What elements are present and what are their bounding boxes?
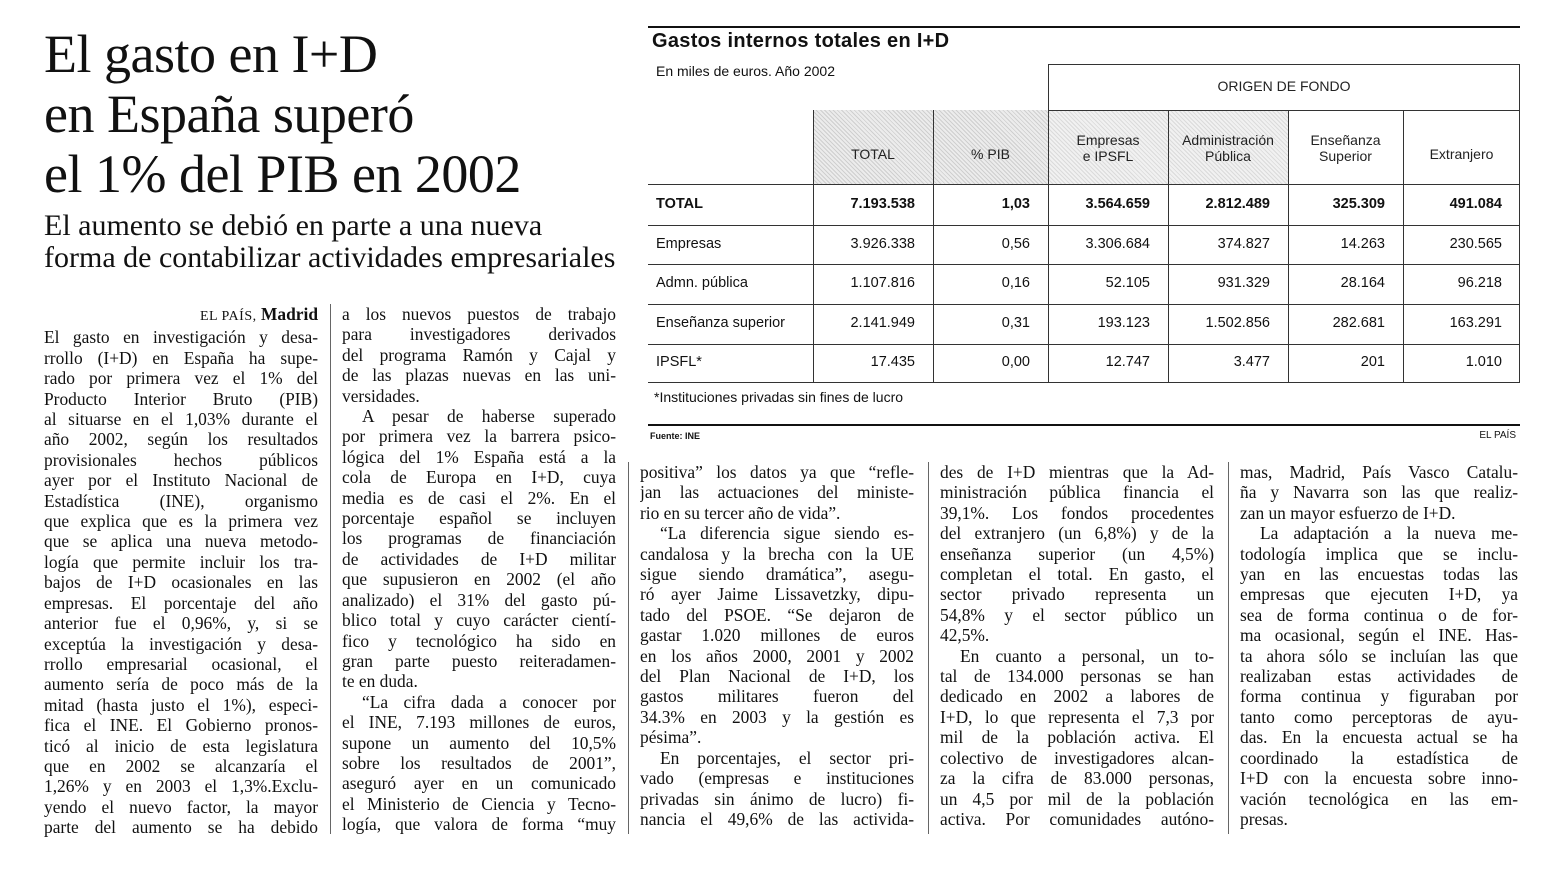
- table-cell: 1.502.856: [1205, 315, 1270, 331]
- subheadline: [44, 210, 634, 274]
- article-line: I+D, lo que representa el 7,3 por: [940, 706, 1214, 727]
- article-line: 42,5%.: [940, 625, 990, 646]
- row-label: Admn. pública: [656, 275, 748, 291]
- article-line: te en duda.: [342, 671, 418, 692]
- table-vertical-rule: [1048, 64, 1049, 382]
- article-line: que supusieron en 2002 (el año: [342, 569, 616, 590]
- article-line: En porcentajes, el sector pri-: [660, 747, 914, 768]
- article-line: rrollo empresarial ocasional, el: [44, 653, 318, 674]
- article-line: La adaptación a la nueva me-: [1260, 523, 1518, 544]
- article-column-5: [1240, 462, 1518, 829]
- article-line: ticó al inicio de esta legislatura: [44, 735, 318, 756]
- article-line: anterior fue el 0,96%, y, si se: [44, 613, 318, 634]
- table-cell: 3.477: [1233, 354, 1270, 370]
- row-label: Empresas: [656, 235, 722, 252]
- table-cell: 3.926.338: [850, 235, 915, 252]
- table-footnote: *Instituciones privadas sin fines de lucro: [654, 389, 904, 405]
- article-line: yan en las encuestas todas las: [1240, 564, 1518, 585]
- article-line: provisionales hechos públicos: [44, 449, 318, 470]
- article-line: 34.3% en 2003 y la gestión es: [640, 706, 914, 727]
- table-horizontal-rule: [1048, 64, 1520, 65]
- column-divider: [628, 462, 629, 834]
- article-line: blico total y cuyo carácter cientí-: [342, 610, 616, 631]
- article-line: el Ministerio de Ciencia y Tecno-: [342, 793, 616, 814]
- article-line: coordinado la estadística de: [1240, 747, 1518, 768]
- column-header: [1403, 146, 1520, 162]
- source-credit: Fuente: INE: [650, 431, 701, 441]
- table-cell: 282.681: [1332, 315, 1385, 331]
- table-horizontal-rule: [648, 225, 1520, 226]
- table-cell: 201: [1360, 354, 1385, 370]
- table-cell: 1.010: [1465, 354, 1502, 370]
- table-cell: 96.218: [1457, 275, 1502, 291]
- table-cell: 2.812.489: [1205, 195, 1270, 212]
- article-line: enseñanza superior (un 4,5%): [940, 543, 1214, 564]
- table-cell: 14.263: [1340, 235, 1385, 252]
- article-line: a los nuevos puestos de trabajo: [342, 304, 616, 324]
- article-line: que explica que es la primera vez: [44, 511, 318, 532]
- article-line: del programa Ramón y Cajal y: [342, 344, 616, 365]
- table-vertical-rule: [1519, 64, 1520, 382]
- article-line: sigue siendo dramática”, asegu-: [640, 564, 914, 585]
- article-line: tanto como perceptoras de ayu-: [1240, 706, 1518, 727]
- row-label: IPSFL*: [656, 354, 702, 370]
- article-line: za la cifra de 83.000 personas,: [940, 768, 1214, 789]
- article-line: mitad (hasta justo el 1%), especi-: [44, 694, 318, 715]
- article-line: de las plazas nuevas en las uni-: [342, 365, 616, 386]
- headline-line: el 1% del PIB en 2002: [44, 144, 521, 204]
- article-line: al situarse en el 1,03% durante el: [44, 409, 318, 430]
- table-cell: 52.105: [1105, 275, 1150, 291]
- article-line: un 4,5 por mil de la población: [940, 788, 1214, 809]
- article-line: des de I+D mientras que la Ad-: [940, 462, 1214, 482]
- article-line: sea de forma continua o de for-: [1240, 604, 1518, 625]
- headline-line: El gasto en I+D: [44, 24, 378, 84]
- article-line: para investigadores derivados: [342, 324, 616, 345]
- table-cell: 0,31: [1001, 315, 1030, 331]
- article-line: ta ahora sólo se incluían las que: [1240, 645, 1518, 666]
- table-cell: 12.747: [1105, 354, 1150, 370]
- publisher-credit: EL PAÍS: [1479, 430, 1516, 441]
- graphic-title: Gastos internos totales en I+D: [652, 30, 950, 52]
- column-header-line: Empresas: [1076, 132, 1140, 148]
- column-header: [813, 146, 933, 162]
- article-line: Producto Interior Bruto (PIB): [44, 388, 318, 409]
- article-line: gastos militares fueron del: [640, 686, 914, 707]
- article-line: del Plan Nacional de I+D, los: [640, 666, 914, 687]
- article-line: ma ocasional, según el INE. Has-: [1240, 625, 1518, 646]
- article-line: rado por primera vez el 1% del: [44, 368, 318, 389]
- headline-line: en España superó: [44, 84, 414, 144]
- column-header-line: % PIB: [971, 146, 1010, 162]
- table-cell: 28.164: [1340, 275, 1385, 291]
- article-line: zan un mayor esfuerzo de I+D.: [1240, 502, 1456, 523]
- article-line: 39,1%. Los fondos procedentes: [940, 502, 1214, 523]
- subheadline-line: El aumento se debió en parte a una nueva: [44, 209, 543, 242]
- article-line: ña y Navarra son las que realiz-: [1240, 482, 1518, 503]
- article-line: empresas que ejecuten I+D, ya: [1240, 584, 1518, 605]
- article-line: parte del aumento se ha debido: [44, 817, 318, 838]
- article-line: el INE, 7.193 millones de euros,: [342, 712, 616, 733]
- article-line: todología implica que se inclu-: [1240, 543, 1518, 564]
- article-line: mas, Madrid, País Vasco Catalu-: [1240, 462, 1518, 482]
- article-line: vación tecnológica en las em-: [1240, 788, 1518, 809]
- article-line: aseguró ayer en un comunicado: [342, 773, 616, 794]
- article-line: forma continua y figuraban por: [1240, 686, 1518, 707]
- table-cell: 0,16: [1001, 275, 1030, 291]
- table-cell: 1.107.816: [850, 275, 915, 291]
- article-line: año 2002, según los resultados: [44, 429, 318, 450]
- column-header: [1048, 132, 1168, 164]
- article-line: aumento sería de poco más de la: [44, 674, 318, 695]
- article-line: En cuanto a personal, un to-: [960, 645, 1214, 666]
- byline: [44, 304, 318, 327]
- article-line: Estadística (INE), organismo: [44, 490, 318, 511]
- article-line: sector privado representa un: [940, 584, 1214, 605]
- article-line: los programas de financiación: [342, 528, 616, 549]
- article-line: candalosa y la brecha con la UE: [640, 543, 914, 564]
- article-line: lógica del 1% España está a la: [342, 446, 616, 467]
- headline: [44, 24, 624, 204]
- article-line: yendo el nuevo factor, la mayor: [44, 796, 318, 817]
- article-line: gastar 1.020 millones de euros: [640, 625, 914, 646]
- article-line: nancia el 49,6% de las activida-: [640, 808, 914, 829]
- column-header-line: e IPSFL: [1082, 148, 1134, 164]
- article-line: rio en su tercer año de vida”.: [640, 502, 841, 523]
- article-line: rrollo (I+D) en España ha supe-: [44, 347, 318, 368]
- article-line: en los años 2000, 2001 y 2002: [640, 645, 914, 666]
- table-cell: 193.123: [1097, 315, 1150, 331]
- article-line: tal de 134.000 personas se han: [940, 666, 1214, 687]
- table-cell: 374.827: [1217, 235, 1270, 252]
- table-cell: 1,03: [1001, 195, 1030, 212]
- column-header-line: TOTAL: [851, 146, 895, 162]
- table-horizontal-rule: [648, 344, 1520, 345]
- table-cell: 3.306.684: [1085, 235, 1150, 252]
- article-line: presas.: [1240, 808, 1288, 829]
- article-line: porcentaje español se incluyen: [342, 508, 616, 529]
- article-line: dedicado en 2002 a labores de: [940, 686, 1214, 707]
- article-line: realizaban estas actividades de: [1240, 666, 1518, 687]
- byline-place: Madrid: [260, 304, 318, 324]
- table-cell: 0,00: [1001, 354, 1030, 370]
- column-header-line: Extranjero: [1429, 146, 1494, 162]
- article-line: A pesar de haberse superado: [362, 406, 616, 427]
- column-header-line: Enseñanza: [1310, 132, 1381, 148]
- article-column-2: [342, 304, 616, 835]
- article-line: supone un aumento del 10,5%: [342, 732, 616, 753]
- article-line: por primera vez la barrera psico-: [342, 426, 616, 447]
- article-line: completan el total. En gasto, el: [940, 564, 1214, 585]
- column-divider: [928, 462, 929, 834]
- group-header: ORIGEN DE FONDO: [1217, 78, 1351, 94]
- article-line: fico y tecnológico ha sido en: [342, 630, 616, 651]
- article-line: cola de Europa en I+D, cuya: [342, 467, 616, 488]
- article-line: das. En la encuesta actual se ha: [1240, 727, 1518, 748]
- article-line: 1,26% y en 2003 el 1,3%.Exclu-: [44, 776, 318, 797]
- table-horizontal-rule: [648, 382, 1520, 383]
- table-cell: 0,56: [1001, 235, 1030, 252]
- article-column-4: [940, 462, 1214, 829]
- column-header-line: Pública: [1205, 148, 1251, 164]
- column-divider: [1228, 462, 1229, 834]
- article-line: sobre los resultados de 2001”,: [342, 752, 616, 773]
- article-line: ró ayer Jaime Lissavetzky, dipu-: [640, 584, 914, 605]
- article-line: que en 2002 se alcanzaría el: [44, 755, 318, 776]
- graphic-bottom-rule: [648, 424, 1520, 426]
- byline-source: EL PAÍS,: [199, 309, 257, 324]
- article-line: I+D con la encuesta sobre inno-: [1240, 768, 1518, 789]
- article-line: empresas. El porcentaje del año: [44, 592, 318, 613]
- article-line: media es de casi el 2%. En el: [342, 487, 616, 508]
- column-divider: [330, 304, 331, 834]
- column-header: [1168, 132, 1288, 164]
- article-line: logía, que valora de forma “muy: [342, 814, 616, 835]
- table-horizontal-rule: [648, 264, 1520, 265]
- article-line: del extranjero (un 6,8%) y de la: [940, 523, 1214, 544]
- article-line: gran parte puesto reiteradamen-: [342, 650, 616, 671]
- article-line: fica el INE. El Gobierno pronos-: [44, 715, 318, 736]
- article-line: vado (empresas e instituciones: [640, 768, 914, 789]
- table-cell: 3.564.659: [1085, 195, 1150, 212]
- row-label: Enseñanza superior: [656, 315, 785, 331]
- table-cell: 931.329: [1217, 275, 1270, 291]
- article-line: colectivo de investigadores alcan-: [940, 747, 1214, 768]
- table-cell: 230.565: [1449, 235, 1502, 252]
- article-column-3: [640, 462, 914, 829]
- table-horizontal-rule: [648, 304, 1520, 305]
- article-line: que se aplica una nueva metodo-: [44, 531, 318, 552]
- column-header-line: Superior: [1319, 148, 1372, 164]
- article-line: bajos de I+D ocasionales en las: [44, 572, 318, 593]
- article-line: de actividades de I+D militar: [342, 548, 616, 569]
- rd-spending-table: [648, 14, 1520, 450]
- article-line: logía que permite incluir los tra-: [44, 551, 318, 572]
- table-cell: 325.309: [1332, 195, 1385, 212]
- article-line: activa. Por comunidades autóno-: [940, 808, 1214, 829]
- article-line: “La diferencia sigue siendo es-: [660, 523, 914, 544]
- column-header: [1288, 132, 1403, 164]
- article-line: exceptúa la investigación y desa-: [44, 633, 318, 654]
- table-cell: 491.084: [1449, 195, 1502, 212]
- article-line: El gasto en investigación y desa-: [44, 327, 318, 348]
- table-horizontal-rule: [648, 184, 1520, 185]
- article-line: analizado) el 31% del gasto pú-: [342, 589, 616, 610]
- data-table: [648, 14, 1520, 450]
- article-line: 54,8% y el sector público un: [940, 604, 1214, 625]
- table-cell: 163.291: [1449, 315, 1502, 331]
- article-line: “La cifra dada a conocer por: [362, 691, 616, 712]
- column-header: [933, 146, 1048, 162]
- table-cell: 2.141.949: [850, 315, 915, 331]
- article-line: tado del PSOE. “Se dejaron de: [640, 604, 914, 625]
- article-line: versidades.: [342, 385, 420, 406]
- row-label: TOTAL: [656, 195, 703, 212]
- table-cell: 17.435: [870, 354, 915, 370]
- graphic-subtitle: En miles de euros. Año 2002: [656, 63, 836, 79]
- table-horizontal-rule: [1048, 110, 1520, 111]
- column-header-line: Administración: [1182, 132, 1274, 148]
- article-line: privadas sin ánimo de lucro) fi-: [640, 788, 914, 809]
- article-line: ministración pública financia el: [940, 482, 1214, 503]
- article-line: pésima”.: [640, 727, 702, 748]
- article-line: ayer por el Instituto Nacional de: [44, 470, 318, 491]
- table-cell: 7.193.538: [850, 195, 915, 212]
- article-line: positiva” los datos ya que “refle-: [640, 462, 914, 482]
- article-line: jan las actuaciones del ministe-: [640, 482, 914, 503]
- article-line: mil de la población activa. El: [940, 727, 1214, 748]
- article-column-1: [44, 304, 318, 838]
- subheadline-line: forma de contabilizar actividades empresariales: [44, 241, 616, 274]
